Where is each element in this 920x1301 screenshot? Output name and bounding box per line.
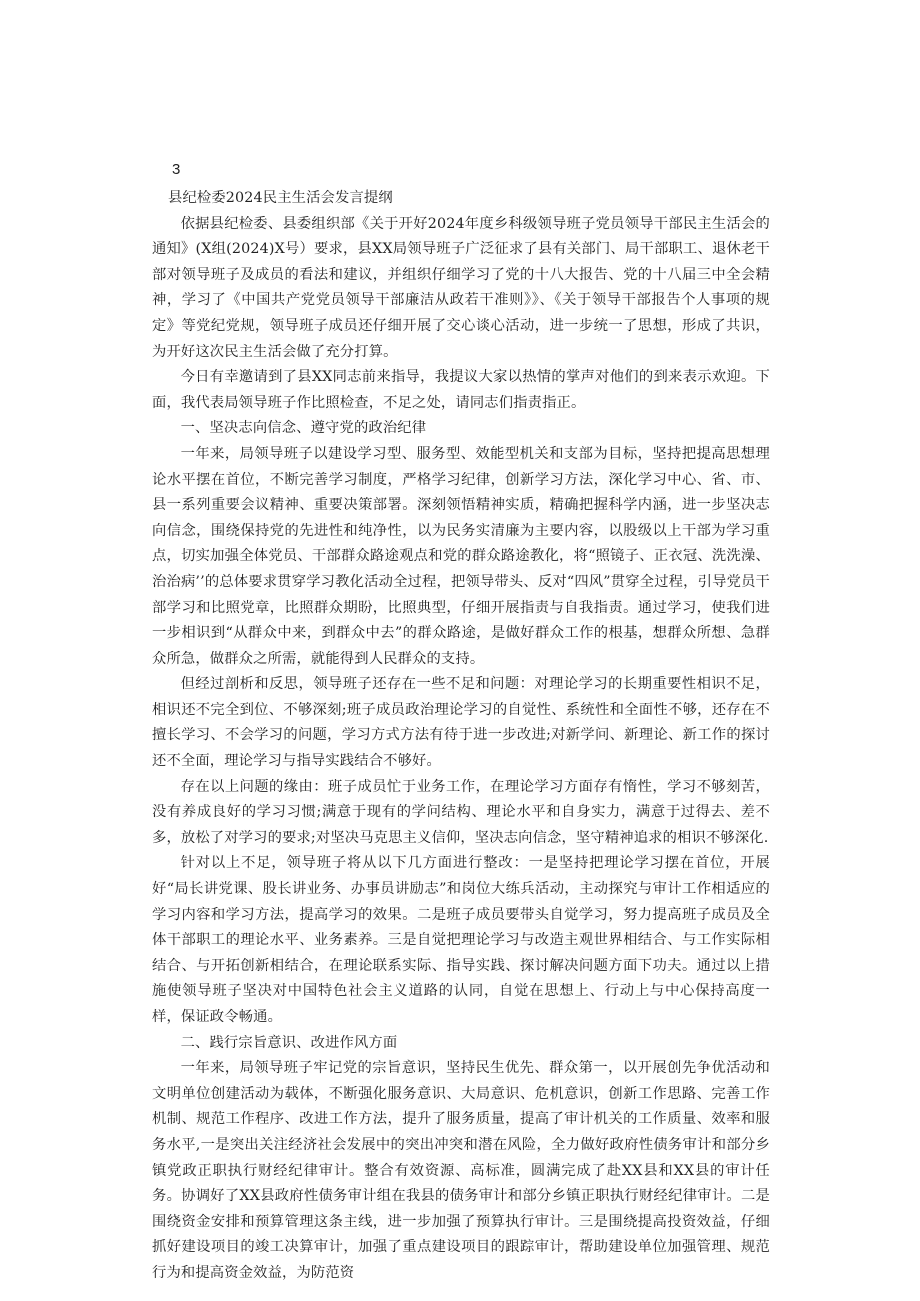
document-body bbox=[152, 160, 770, 1287]
paragraph-intro: 依据县纪检委、县委组织部《关于开好2024年度乡科级领导班子党员领导干部民主生活会的通知》(X组(2024)X号）要求，县XX局领导班子广泛征求了县有关部门、局干部职工、退休老干部对领导班子及成员的看法和建议，并组织仔细学习了党的十八大报告、党的十八届三中全会精神，学习了《中国共产党党员领导干部廉洁从政若干准则》》、《关于领导干部报告个人事项的规定》等党纪党规，领导班子成员还仔细开展了交心谈心活动，进一步统一了思想，形成了共识，为开好这次民主生活会做了充分打算。 bbox=[152, 215, 770, 360]
page-number: 3 bbox=[172, 161, 181, 178]
paragraph-problems: 但经过剖析和反思，领导班子还存在一些不足和问题：对理论学习的长期重要性相识不足，相识还不完全到位、不够深刻;班子成员政治理论学习的自觉性、系统性和全面性不够，还存在不擅长学习、不会学习的问题，学习方式方法有待于进一步改进;对新学问、新理论、新工作的探讨还不全面，理论学习与指导实践结合不够好。 bbox=[152, 676, 770, 770]
section-heading-2: 二、践行宗旨意识、改进作风方面 bbox=[180, 1034, 398, 1051]
paragraph-welcome: 今日有幸邀请到了县XX同志前来指导，我提议大家以热情的掌声对他们的到来表示欢迎。下面，我代表局领导班子作比照检查，不足之处，请同志们指责指正。 bbox=[152, 369, 770, 411]
paragraph-study: 一年来，局领导班子以建设学习型、服务型、效能型机关和支部为目标，坚持把提高思想理论水平摆在首位，不断完善学习制度，严格学习纪律，创新学习方法，深化学习中心、省、市、县一系列重要会议精神、重要决策部署。深刻领悟精神实质，精确把握科学内涵，进一步坚决志向信念，围绕保持党的先进性和纯净性，以为民务实清廉为主要内容，以股级以上干部为学习重点，切实加强全体党员、干部群众路途观点和党的群众路途教化，将“照镜子、正衣冠、洗洗澡、治治病’’的总体要求贯穿学习教化活动全过程，把领导带头、反对“四风”贯穿全过程，引导党员干部学习和比照党章，比照群众期盼，比照典型，仔细开展指责与自我指责。通过学习，使我们进一步相识到“从群众中来，到群众中去”的群众路途，是做好群众工作的根基，想群众所想、急群众所急，做群众之所需，就能得到人民群众的支持。 bbox=[152, 445, 770, 667]
paragraph-causes: 存在以上问题的缘由：班子成员忙于业务工作，在理论学习方面存有惰性，学习不够刻苦，没有养成良好的学习习惯;满意于现有的学问结构、理论水平和自身实力，满意于过得去、差不多，放松了对学习的要求;对坚决马克思主义信仰，坚决志向信念，坚守精神追求的相识不够深化. bbox=[152, 778, 770, 846]
paragraph-service: 一年来，局领导班子牢记党的宗旨意识，坚持民生优先、群众第一，以开展创先争优活动和文明单位创建活动为载体，不断强化服务意识、大局意识、危机意识，创新工作思路、完善工作机制、规范工作程序、改进工作方法，提升了服务质量，提高了审计机关的工作质量、效率和服务水平,一是突出关注经济社会发展中的突出冲突和潜在风险，全力做好政府性债务审计和部分乡镇党政正职执行财经纪律审计。整合有效资源、高标准，圆满完成了赴XX县和XX县的审计任务。协调好了XX县政府性债务审计组在我县的债务审计和部分乡镇正职执行财经纪律审计。二是围绕资金安排和预算管理这条主线，进一步加强了预算执行审计。三是围绕提高投资效益，仔细抓好建设项目的竣工决算审计，加强了重点建设项目的跟踪审计，帮助建设单位加强管理、规范行为和提高资金效益，为防范资 bbox=[152, 1060, 770, 1281]
paragraph-rectification: 针对以上不足，领导班子将从以下几方面进行整改：一是坚持把理论学习摆在首位，开展好“局长讲党课、股长讲业务、办事员讲励志”和岗位大练兵活动，主动探究与审计工作相适应的学习内容和学习方法，提高学习的效果。二是班子成员要带头自觉学习，努力提高班子成员及全体干部职工的理论水平、业务素养。三是自觉把理论学习与改造主观世界相结合、与工作实际相结合、与开拓创新相结合，在理论联系实际、指导实践、探讨解决问题方面下功夫。通过以上措施使领导班子坚决对中国特色社会主义道路的认同，自觉在思想上、行动上与中心保持高度一样，保证政令畅通。 bbox=[152, 855, 770, 1025]
document-title: 县纪检委2024民主生活会发言提纲 bbox=[168, 190, 393, 206]
section-heading-1: 一、坚决志向信念、遵守党的政治纪律 bbox=[180, 420, 427, 437]
